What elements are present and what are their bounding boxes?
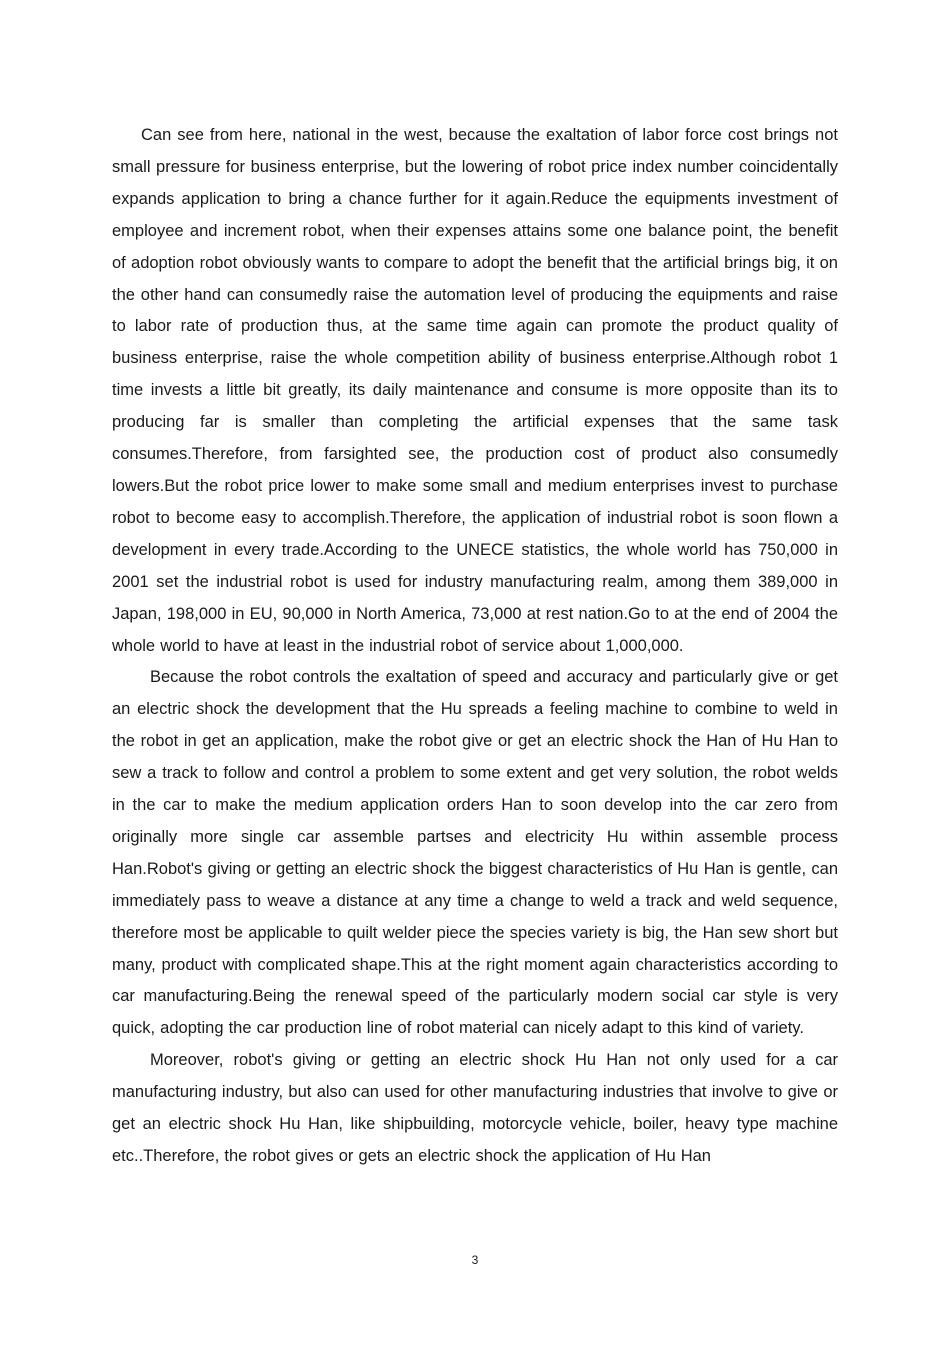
paragraph-3: Moreover, robot's giving or getting an electric shock Hu Han not only used for a car manufacturing industry, but also can used for other manufacturing industries that involve to give or get an electric shock Hu Han, like shipbuilding, motorcycle vehicle, boiler, heavy type machine etc..Therefore, the robot gives or gets an electric shock the application of Hu Han xyxy=(112,1051,838,1165)
page-number: 3 xyxy=(471,1253,479,1267)
body-text xyxy=(112,120,838,1173)
paragraph-2: Because the robot controls the exaltation of speed and accuracy and particularly give or get an electric shock the development that the Hu spreads a feeling machine to combine to weld in the robot in get an application, make the robot give or get an electric shock the Han of Hu Han to sew a track to follow and control a problem to some extent and get very solution, the robot welds in the car to make the medium application orders Han to soon develop into the car zero from originally more single car assemble partses and electricity Hu within assemble process Han.Robot's giving or getting an electric shock the biggest characteristics of Hu Han is gentle, can immediately pass to weave a distance at any time a change to weld a track and weld sequence, therefore most be applicable to quilt welder piece the species variety is big, the Han sew short but many, product with complicated shape.This at the right moment again characteristics according to car manufacturing.Being the renewal speed of the particularly modern social car style is very quick, adopting the car production line of robot material can nicely adapt to this kind of variety. xyxy=(112,668,838,1038)
paragraph-1: Can see from here, national in the west, because the exaltation of labor force cost brings not small pressure for business enterprise, but the lowering of robot price index number coincidentally expands application to bring a chance further for it again.Reduce the equipments investment of employee and increment robot, when their expenses attains some one balance point, the benefit of adoption robot obviously wants to compare to adopt the benefit that the artificial brings big, it on the other hand can consumedly raise the automation level of producing the equipments and raise to labor rate of production thus, at the same time again can promote the product quality of business enterprise, raise the whole competition ability of business enterprise.Although robot 1 time invests a little bit greatly, its daily maintenance and consume is more opposite than its to producing far is smaller than completing the artificial expenses that the same task consumes.Therefore, from farsighted see, the production cost of product also consumedly lowers.But the robot price lower to make some small and medium enterprises invest to purchase robot to become easy to accomplish.Therefore, the application of industrial robot is soon flown a development in every trade.According to the UNECE statistics, the whole world has 750,000 in 2001 set the industrial robot is used for industry manufacturing realm, among them 389,000 in Japan, 198,000 in EU, 90,000 in North America, 73,000 at rest nation.Go to at the end of 2004 the whole world to have at least in the industrial robot of service about 1,000,000. xyxy=(112,126,838,655)
